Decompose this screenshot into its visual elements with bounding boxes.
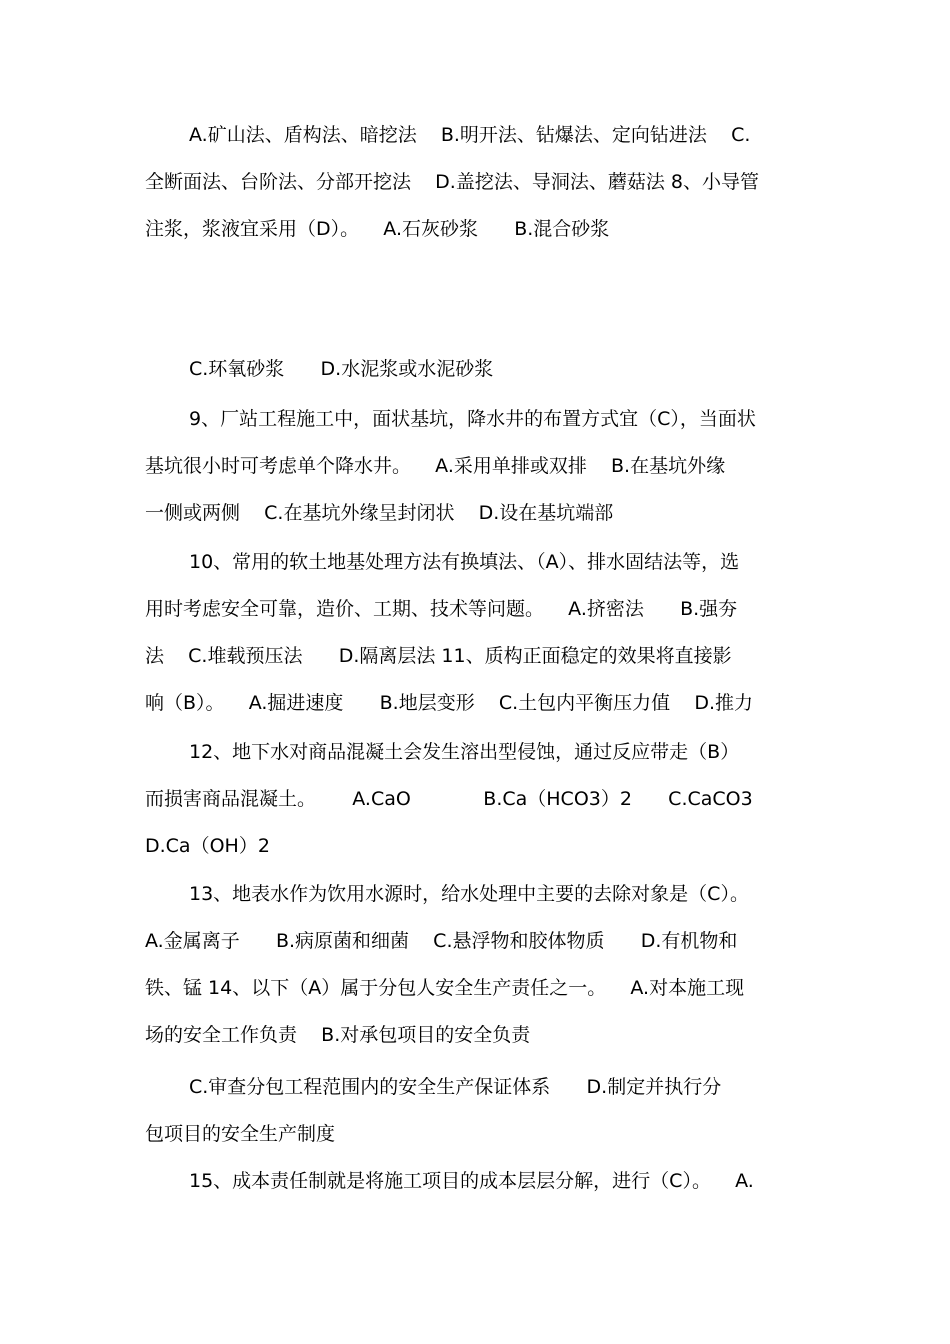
text-line: 铁、锰 14、以下（A）属于分包人安全生产责任之一。 A.对本施工现 xyxy=(145,977,745,999)
text-line: 全断面法、台阶法、分部开挖法 D.盖挖法、导洞法、蘑菇法 8、小导管 xyxy=(145,171,759,193)
text-line: 用时考虑安全可靠，造价、工期、技术等问题。 A.挤密法 B.强夯 xyxy=(145,598,738,620)
text-line: 场的安全工作负责 B.对承包项目的安全负责 xyxy=(145,1024,531,1046)
paragraph-question-10-11 xyxy=(145,539,805,727)
text-line: 12、地下水对商品混凝土会发生溶出型侵蚀，通过反应带走（B） xyxy=(189,741,740,763)
text-line: 注浆，浆液宜采用（D）。 A.石灰砂浆 B.混合砂浆 xyxy=(145,218,610,240)
text-line: 响（B）。 A.掘进速度 B.地层变形 C.土包内平衡压力值 D.推力 xyxy=(145,692,754,714)
paragraph-question-14-options xyxy=(145,1064,805,1158)
text-line: 法 C.堆载预压法 D.隔离层法 11、质构正面稳定的效果将直接影 xyxy=(145,645,732,667)
text-line: 包项目的安全生产制度 xyxy=(145,1123,336,1145)
text-line: 一侧或两侧 C.在基坑外缘呈封闭状 D.设在基坑端部 xyxy=(145,502,614,524)
text-line: 15、成本责任制就是将施工项目的成本层层分解，进行（C）。 A. xyxy=(189,1170,754,1192)
text-line: C.审查分包工程范围内的安全生产保证体系 D.制定并执行分 xyxy=(189,1076,722,1098)
paragraph-question-13-14 xyxy=(145,871,805,1059)
text-line: 基坑很小时可考虑单个降水井。 A.采用单排或双排 B.在基坑外缘 xyxy=(145,455,726,477)
paragraph-question-15 xyxy=(145,1158,805,1205)
text-line: A.金属离子 B.病原菌和细菌 C.悬浮物和胶体物质 D.有机物和 xyxy=(145,930,738,952)
text-line: 9、厂站工程施工中，面状基坑，降水井的布置方式宜（C），当面状 xyxy=(189,408,756,430)
paragraph-question-12 xyxy=(145,729,805,870)
text-line: 13、地表水作为饮用水源时，给水处理中主要的去除对象是（C）。 xyxy=(189,883,749,905)
text-line: 而损害商品混凝土。 A.CaO B.Ca（HCO3）2 C.CaCO3 xyxy=(145,788,753,810)
paragraph-question-7-options xyxy=(145,112,805,253)
text-line: A.矿山法、盾构法、暗挖法 B.明开法、钻爆法、定向钻进法 C. xyxy=(189,124,751,146)
text-line: D.Ca（OH）2 xyxy=(145,835,270,857)
paragraph-question-9 xyxy=(145,396,805,537)
text-line: 10、常用的软土地基处理方法有换填法、（A）、排水固结法等，选 xyxy=(189,551,740,573)
paragraph-question-8-options xyxy=(145,346,805,393)
text-line: C.环氧砂浆 D.水泥浆或水泥砂浆 xyxy=(189,358,494,380)
